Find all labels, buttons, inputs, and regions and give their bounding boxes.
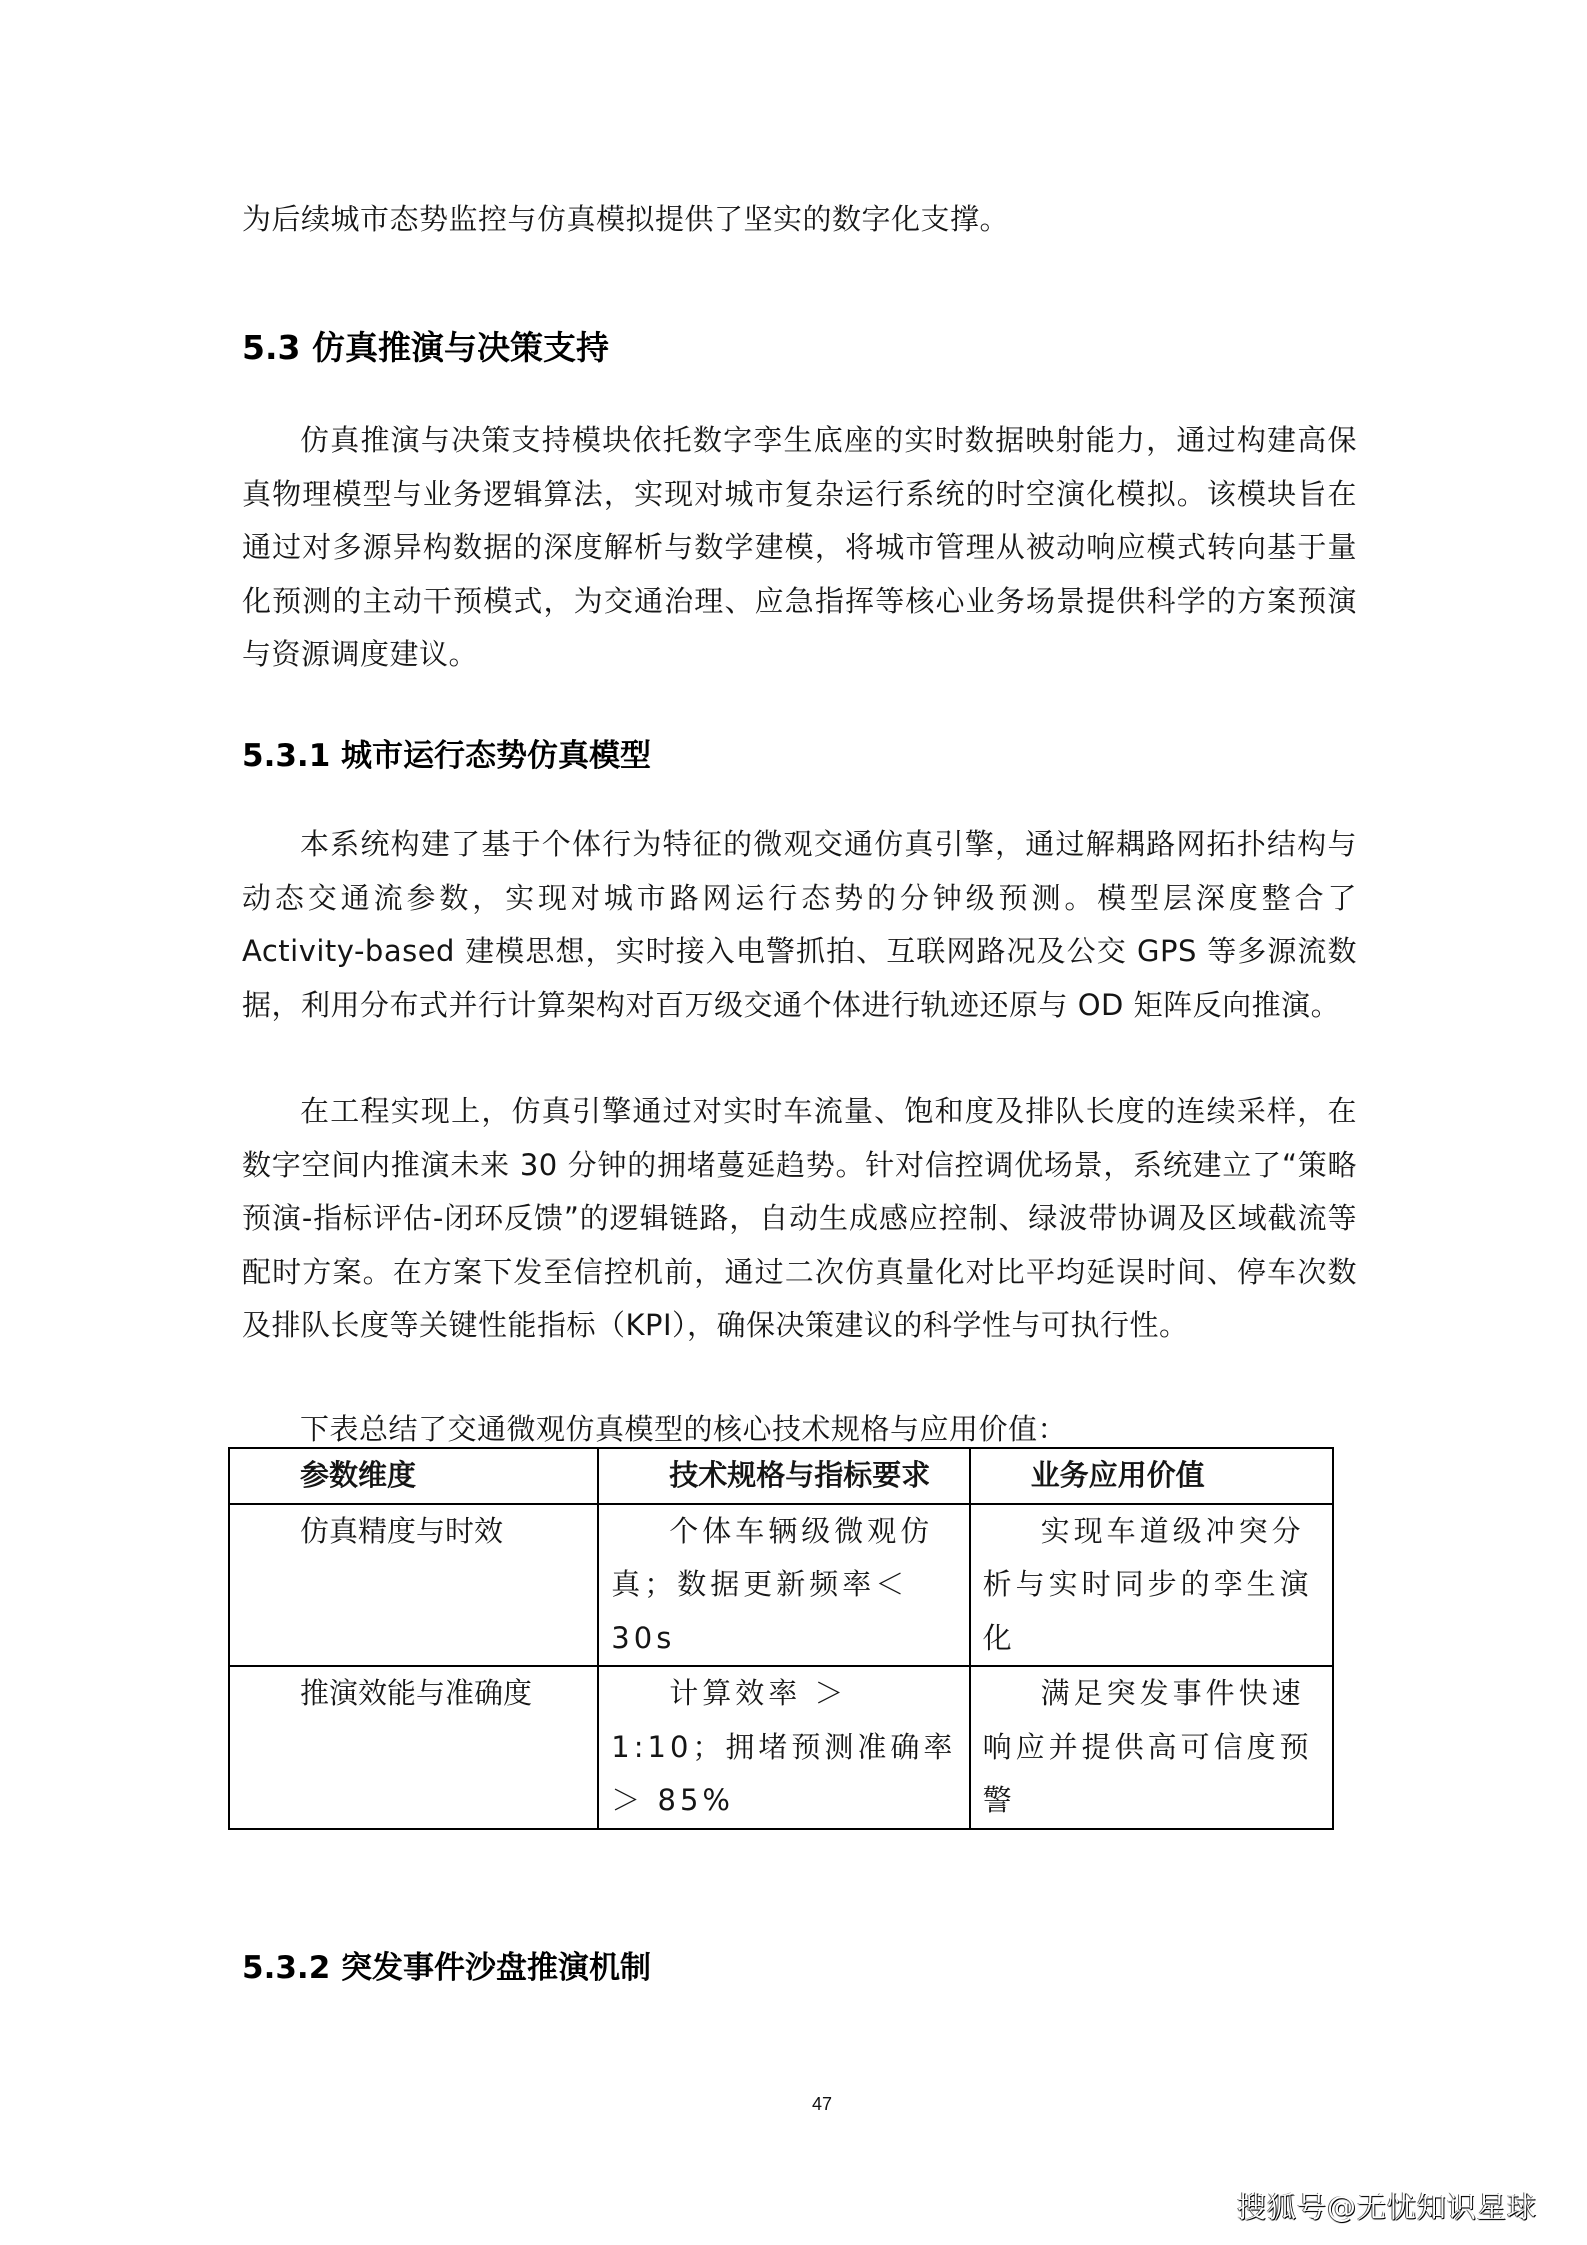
table-cell: 仿真精度与时效 — [229, 1504, 598, 1667]
spec-table — [228, 1447, 1334, 1830]
subsection-paragraph-1: 本系统构建了基于个体行为特征的微观交通仿真引擎，通过解耦路网拓扑结构与动态交通流参数，实现对城市路网运行态势的分钟级预测。模型层深度整合了 Activity-based 建模思想，实时接入电警抓拍、互联网路况及公交 GPS 等多源流数据，利用分布式并行计算架构对百万级交通个体进行轨迹还原与 OD 矩阵反向推演。 — [242, 827, 1357, 1022]
table-header-row — [229, 1448, 1333, 1504]
subsection-paragraph-2: 在工程实现上，仿真引擎通过对实时车流量、饱和度及排队长度的连续采样，在数字空间内推演未来 30 分钟的拥堵蔓延趋势。针对信控调优场景，系统建立了“策略预演-指标评估-闭环反馈”的逻辑链路，自动生成感应控制、绿波带协调及区域截流等配时方案。在方案下发至信控机前，通过二次仿真量化对比平均延误时间、停车次数及排队长度等关键性能指标（KPI），确保决策建议的科学性与可执行性。 — [242, 1094, 1357, 1342]
table-cell: 个体车辆级微观仿真；数据更新频率＜30s — [598, 1504, 969, 1667]
table-row — [229, 1504, 1333, 1667]
table-caption: 下表总结了交通微观仿真模型的核心技术规格与应用价值： — [300, 1412, 1068, 1446]
section-intro-paragraph: 仿真推演与决策支持模块依托数字孪生底座的实时数据映射能力，通过构建高保真物理模型与业务逻辑算法，实现对城市复杂运行系统的时空演化模拟。该模块旨在通过对多源异构数据的深度解析与数学建模，将城市管理从被动响应模式转向基于量化预测的主动干预模式，为交通治理、应急指挥等核心业务场景提供科学的方案预演与资源调度建议。 — [242, 423, 1357, 671]
section-heading-5-3: 5.3 仿真推演与决策支持 — [242, 328, 609, 367]
subsection-heading-5-3-2: 5.3.2 突发事件沙盘推演机制 — [242, 1950, 652, 1986]
subsection-heading-5-3-1: 5.3.1 城市运行态势仿真模型 — [242, 738, 652, 774]
table-cell: 推演效能与准确度 — [229, 1666, 598, 1829]
table-cell: 满足突发事件快速响应并提供高可信度预警 — [970, 1666, 1333, 1829]
table-cell: 实现车道级冲突分析与实时同步的孪生演化 — [970, 1504, 1333, 1667]
table-row — [229, 1666, 1333, 1829]
table-header-cell: 业务应用价值 — [970, 1448, 1333, 1504]
continuation-paragraph: 为后续城市态势监控与仿真模拟提供了坚实的数字化支撑。 — [242, 202, 1010, 236]
table-header-cell: 参数维度 — [229, 1448, 598, 1504]
table-header-cell: 技术规格与指标要求 — [598, 1448, 969, 1504]
table-cell: 计算效率 ＞ 1:10；拥堵预测准确率 ＞ 85% — [598, 1666, 969, 1829]
page-number: 47 — [812, 2094, 833, 2114]
watermark: 搜狐号@无忧知识星球 — [1237, 2190, 1538, 2224]
